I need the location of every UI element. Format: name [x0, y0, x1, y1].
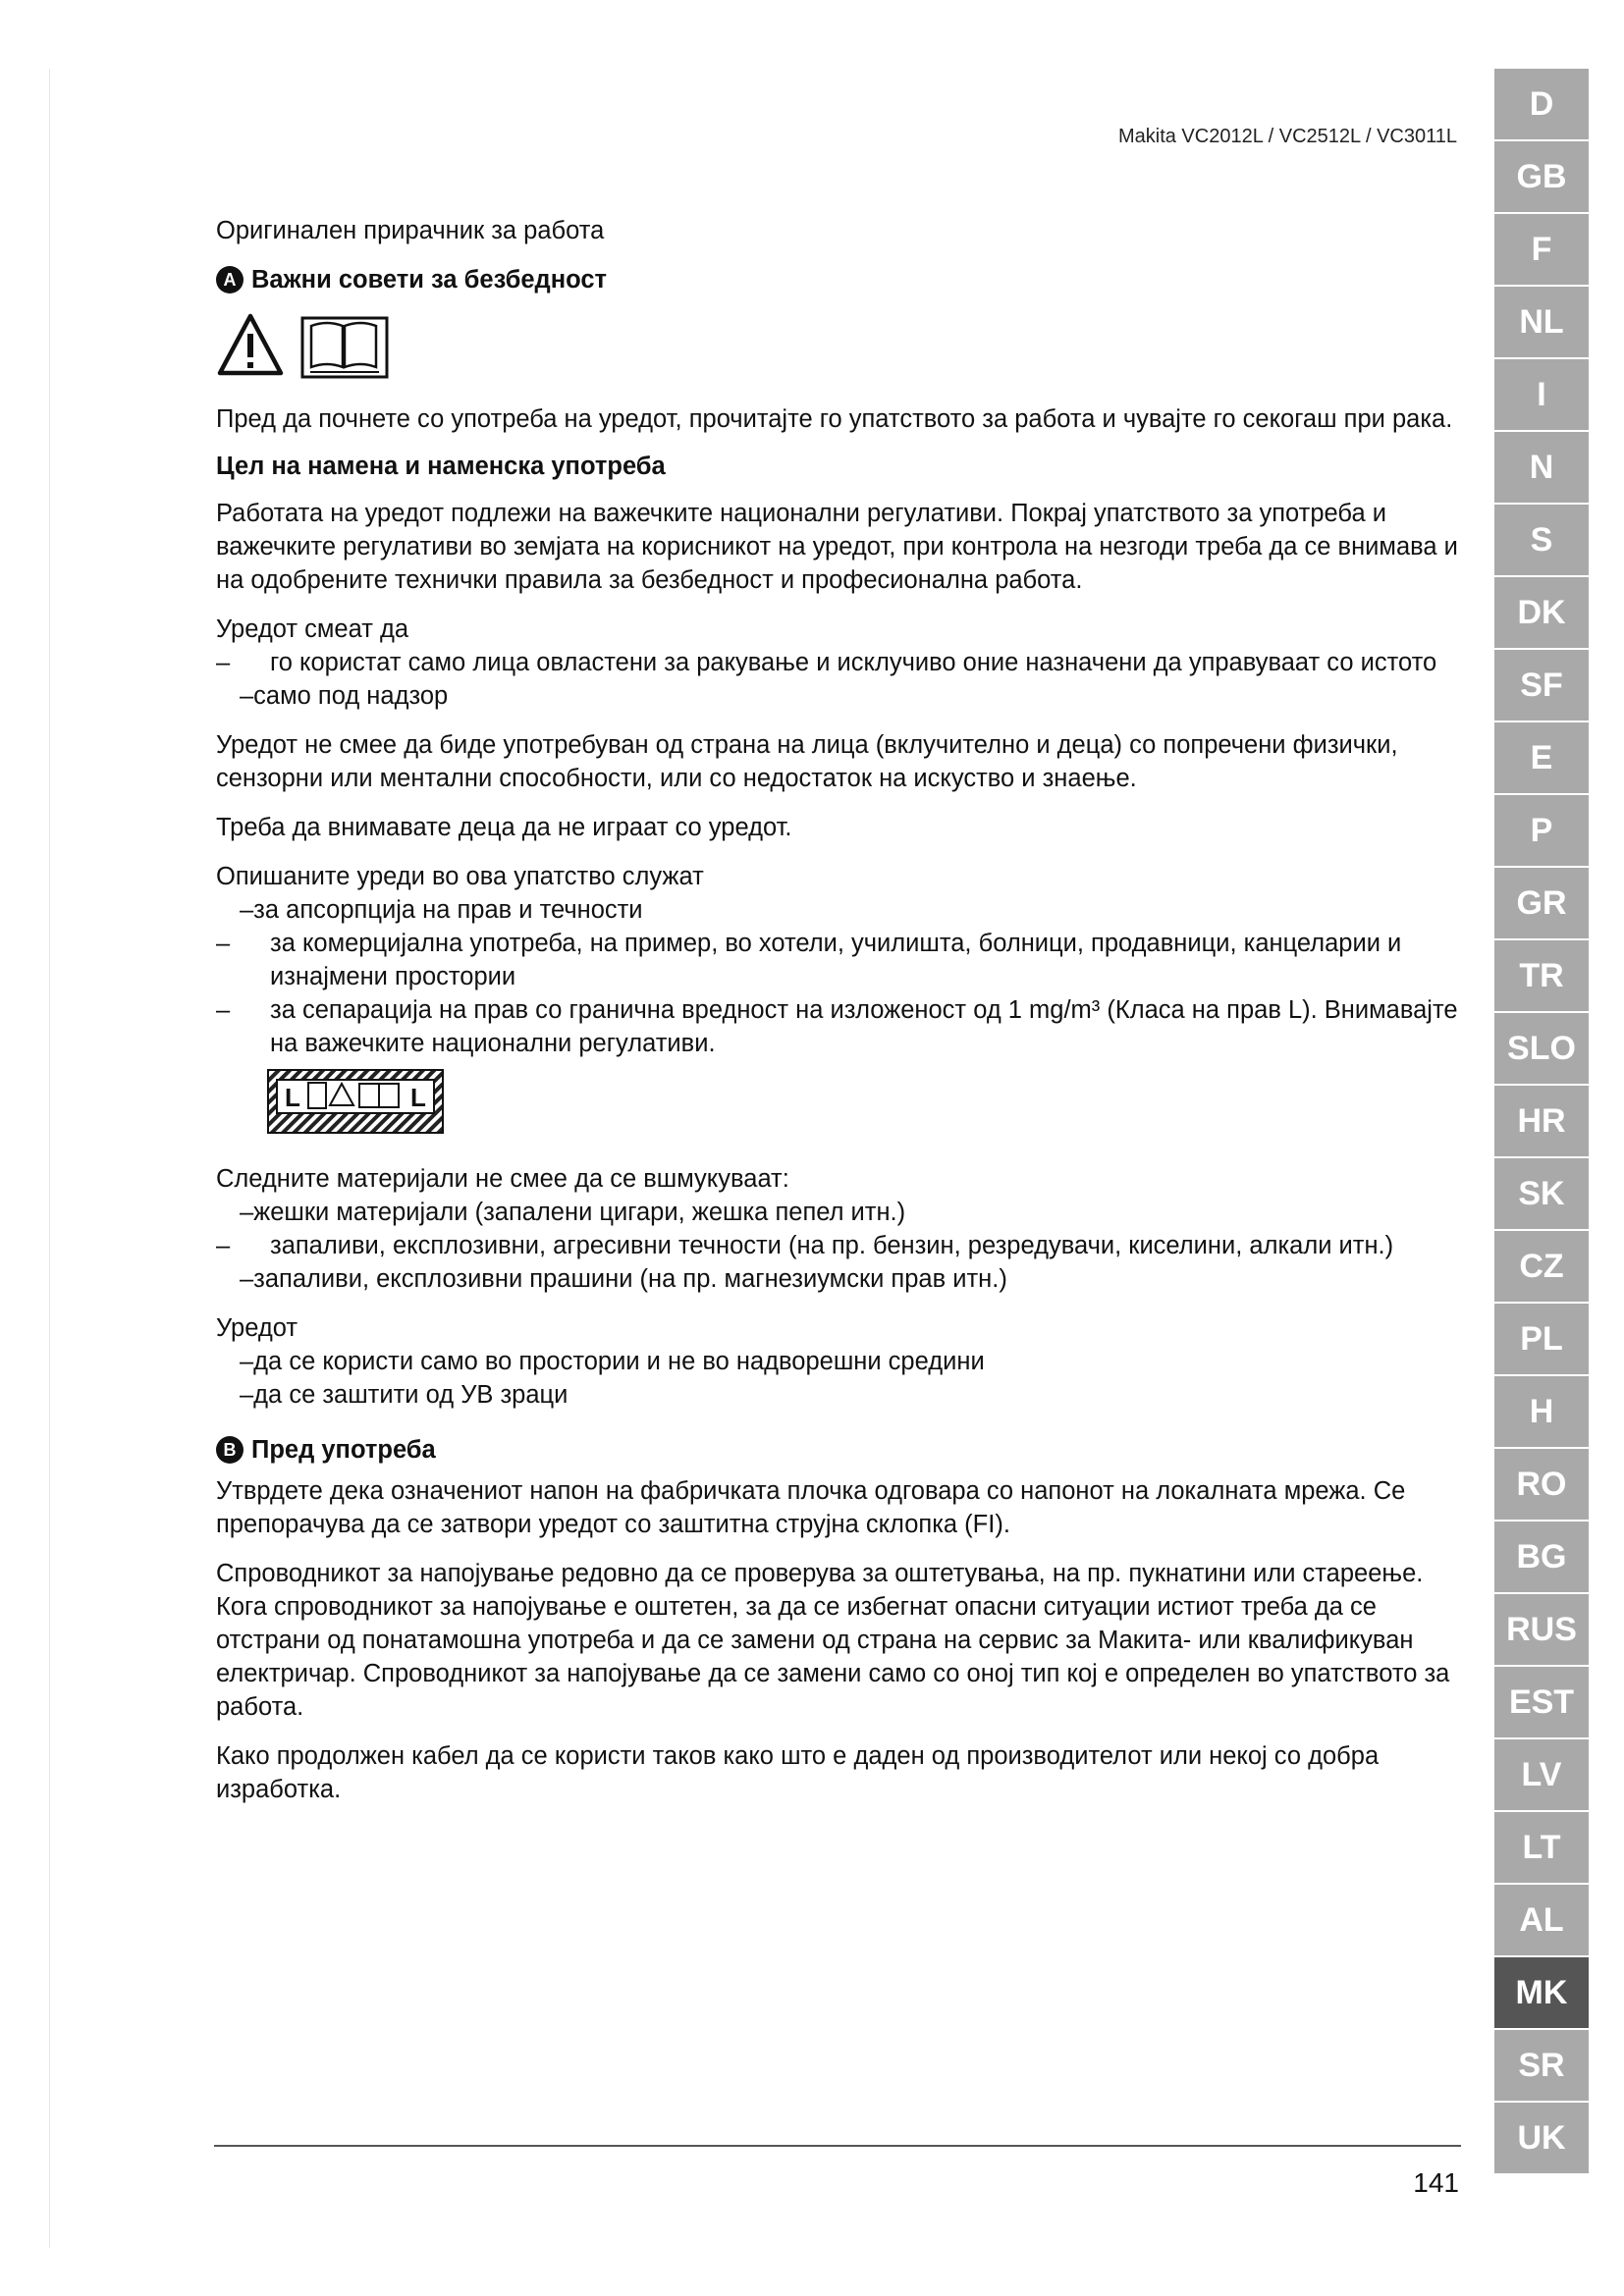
paragraph-power-cord: Спроводникот за напојување редовно да се проверува за оштетувања, на пр. пукнатини или стареење. Кога спроводникот за напојување е оштетен, за да се избегнат опасни ситуации истиот треба да се отстрани од понатамошна употреба и да се замени од страна на сервис за Макита- или квалификуван електричар. Спроводникот за напојување да се замени само со оној тип кој е определен во упатството за работа. — [216, 1560, 1450, 1721]
list-item-inline: –да се користи само во простории и не во надворешни средини — [240, 1348, 985, 1375]
section-a-title: Важни совети за безбедност — [251, 266, 608, 294]
language-tab-cz[interactable]: CZ — [1494, 1231, 1589, 1304]
paragraph-children: Треба да внимавате деца да не играат со уредот. — [216, 814, 792, 841]
list-item-text: за комерцијална употреба, на пример, во хотели, училишта, болници, продавници, канцеларии и изнајмени простории — [270, 930, 1402, 990]
list-item-text: запаливи, експлозивни, агресивни течности (на пр. бензин, резредувачи, киселини, алкали итн.) — [270, 1232, 1394, 1259]
list-item-inline: –жешки материјали (запалени цигари, жешка пепел итн.) — [240, 1199, 906, 1226]
language-tab-hr[interactable]: HR — [1494, 1086, 1589, 1158]
purpose-subheading: Цел на намена и наменска употреба — [216, 453, 666, 480]
language-tab-n[interactable]: N — [1494, 432, 1589, 505]
language-tab-lv[interactable]: LV — [1494, 1739, 1589, 1812]
page-content — [216, 214, 1463, 1806]
language-tab-d[interactable]: D — [1494, 69, 1589, 141]
language-tab-s[interactable]: S — [1494, 505, 1589, 577]
section-a-heading — [216, 263, 1463, 296]
list-item-text: за сепарација на прав со гранична вредност на изложеност од 1 mg/m³ (Класа на прав L). Внимавајте на важечките национални регулативи. — [270, 996, 1458, 1057]
section-a-intro: Пред да почнете со употреба на уредот, прочитајте го упатството за работа и чувајте го секогаш при рака. — [216, 405, 1453, 433]
language-tab-p[interactable]: P — [1494, 795, 1589, 868]
manual-book-icon — [302, 318, 387, 377]
section-b-heading — [216, 1433, 1463, 1467]
language-tab-nl[interactable]: NL — [1494, 287, 1589, 359]
language-tab-mk[interactable]: MK — [1494, 1957, 1589, 2030]
dash-bullet: – — [216, 1232, 231, 1259]
list-item-inline: –само под надзор — [240, 682, 449, 710]
header-model: Makita VC2012L / VC2512L / VC3011L — [1117, 126, 1457, 147]
dash-bullet: – — [216, 996, 231, 1024]
paragraph-regulations: Работата на уредот подлежи на важечките национални регулативи. Покрај упатството за употреба и важечките регулативи во земјата на корисникот на уредот, при контрола на незгоди треба да се внимава и на одобрените технички правила за безбедност и професионална работа. — [216, 500, 1458, 594]
list-item — [216, 993, 1463, 1060]
language-tab-gb[interactable]: GB — [1494, 141, 1589, 214]
language-tab-f[interactable]: F — [1494, 214, 1589, 287]
language-tab-ro[interactable]: RO — [1494, 1449, 1589, 1522]
language-tab-uk[interactable]: UK — [1494, 2103, 1589, 2175]
list-item — [216, 1229, 1463, 1262]
device-usage-lead: Уредот — [216, 1314, 298, 1342]
language-tab-h[interactable]: H — [1494, 1376, 1589, 1449]
list-item-inline: –за апсорпција на прав и течности — [240, 896, 643, 924]
paragraph-extension-cable: Како продолжен кабел да се користи таков како што е даден од производителот или некој со добра изработка. — [216, 1742, 1380, 1803]
allowed-users-lead: Уредот смеат да — [216, 615, 409, 643]
language-tab-pl[interactable]: PL — [1494, 1304, 1589, 1376]
dash-bullet: – — [216, 649, 231, 676]
dust-class-l-badge — [267, 1068, 1463, 1137]
footer-rule — [214, 2145, 1461, 2147]
prohibited-materials-lead: Следните материјали не смее да се вшмукуваат: — [216, 1165, 789, 1193]
language-tabs — [1494, 69, 1589, 2175]
list-item — [216, 927, 1463, 993]
paragraph-disabilities: Уредот не смее да биде употребуван од страна на лица (вклучително и деца) со попречени физички, сензорни или ментални способности, или со недостаток на искуство и знаење. — [216, 731, 1398, 792]
list-item-text: го користат само лица овластени за ракување и исклучиво оние назначени да управуваат со истото — [270, 649, 1437, 676]
language-tab-i[interactable]: I — [1494, 359, 1589, 432]
language-tab-tr[interactable]: TR — [1494, 940, 1589, 1013]
language-tab-sf[interactable]: SF — [1494, 650, 1589, 722]
doc-title: Оригинален прирачник за работа — [216, 217, 605, 244]
language-tab-slo[interactable]: SLO — [1494, 1013, 1589, 1086]
language-tab-sk[interactable]: SK — [1494, 1158, 1589, 1231]
language-tab-lt[interactable]: LT — [1494, 1812, 1589, 1885]
dust-class-letter-right: L — [410, 1083, 426, 1112]
paragraph-voltage: Утврдете дека означениот напон на фабричката плочка одговара со напонот на локалната мрежа. Се препорачува да се затвори уредот со заштитна струјна склопка (FI). — [216, 1477, 1406, 1538]
page-number: 141 — [1413, 2167, 1459, 2198]
language-tab-gr[interactable]: GR — [1494, 868, 1589, 940]
language-tab-e[interactable]: E — [1494, 722, 1589, 795]
section-b-title: Пред употреба — [251, 1436, 436, 1464]
warning-triangle-icon — [220, 316, 281, 373]
language-tab-est[interactable]: EST — [1494, 1667, 1589, 1739]
dash-bullet: – — [216, 930, 231, 957]
list-item-inline: –да се заштити од УВ зраци — [240, 1381, 568, 1409]
section-a-mark: A — [216, 266, 244, 294]
safety-icons — [216, 310, 1463, 381]
left-margin-rule — [49, 69, 50, 2248]
language-tab-bg[interactable]: BG — [1494, 1522, 1589, 1594]
dust-class-letter-left: L — [285, 1083, 300, 1112]
list-item-inline: –запаливи, експлозивни прашини (на пр. магнезиумски прав итн.) — [240, 1265, 1007, 1293]
language-tab-rus[interactable]: RUS — [1494, 1594, 1589, 1667]
section-b-mark: B — [216, 1436, 244, 1464]
language-tab-al[interactable]: AL — [1494, 1885, 1589, 1957]
language-tab-dk[interactable]: DK — [1494, 577, 1589, 650]
list-item — [216, 646, 1463, 679]
language-tab-sr[interactable]: SR — [1494, 2030, 1589, 2103]
purpose-lead: Опишаните уреди во ова упатство служат — [216, 863, 704, 890]
